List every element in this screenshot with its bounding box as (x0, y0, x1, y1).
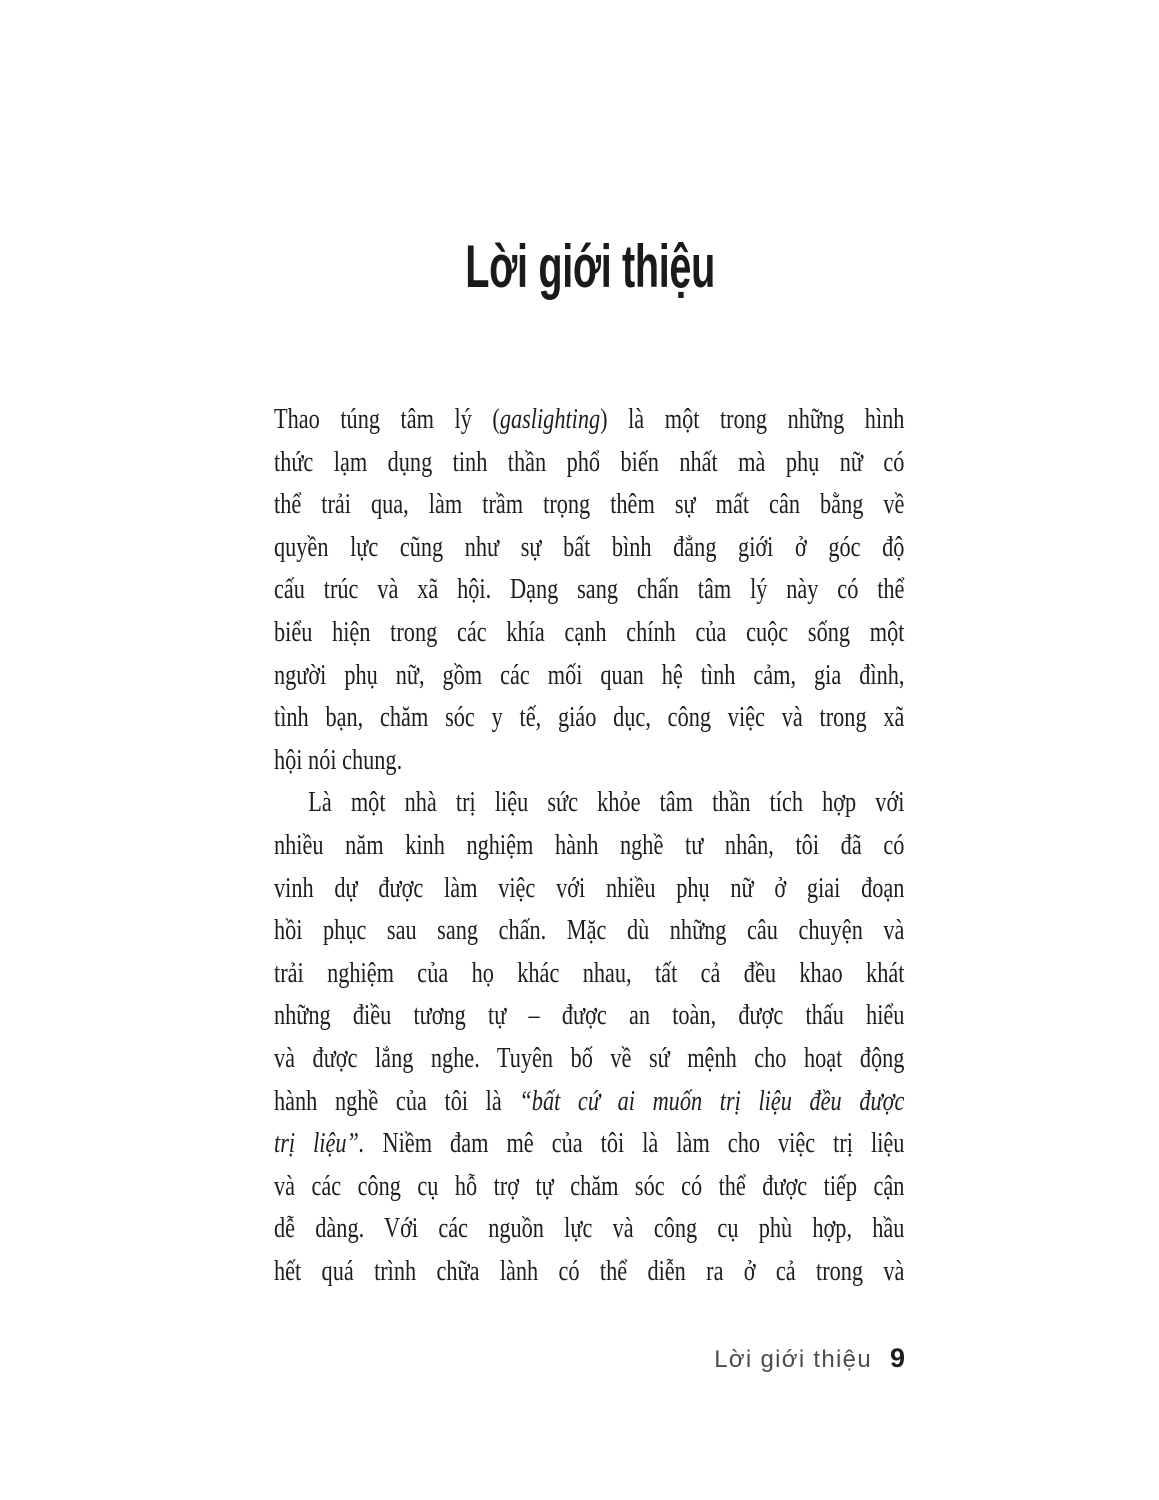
text-line: hồi phục sau sang chấn. Mặc dù những câu chuyện và (274, 915, 905, 947)
text-line: hội nói chung. (274, 744, 403, 776)
text-line: thể trải qua, làm trầm trọng thêm sự mất cân bằng về (274, 489, 905, 521)
text-line: Là một nhà trị liệu sức khỏe tâm thần tích hợp với (308, 787, 905, 819)
text-line: thức lạm dụng tinh thần phổ biến nhất mà phụ nữ có (274, 446, 905, 478)
chapter-title (275, 233, 905, 314)
text-line: tình bạn, chăm sóc y tế, giáo dục, công việc và trong xã (274, 702, 905, 734)
text-line: và được lắng nghe. Tuyên bố về sứ mệnh cho hoạt động (274, 1042, 905, 1074)
text-line: quyền lực cũng như sự bất bình đẳng giới ở góc độ (274, 531, 905, 563)
footer-page-number: 9 (889, 1343, 905, 1373)
text-line: hành nghề của tôi là “bất cứ ai muốn trị liệu đều được (274, 1085, 905, 1117)
text-line: và các công cụ hỗ trợ tự chăm sóc có thể được tiếp cận (274, 1170, 905, 1202)
page-footer (275, 1342, 905, 1379)
text-line: vinh dự được làm việc với nhiều phụ nữ ở giai đoạn (274, 872, 905, 904)
text-line: trị liệu”. Niềm đam mê của tôi là làm cho việc trị liệu (274, 1128, 905, 1160)
text-line: trải nghiệm của họ khác nhau, tất cả đều khao khát (274, 957, 905, 989)
text-line: hết quá trình chữa lành có thể diễn ra ở cả trong và (274, 1255, 905, 1287)
body-text (274, 399, 904, 1293)
paragraph (274, 782, 904, 1293)
text-line: Thao túng tâm lý (gaslighting) là một trong những hình (274, 404, 905, 435)
text-line: những điều tương tự – được an toàn, được thấu hiểu (274, 1000, 905, 1032)
text-line: nhiều năm kinh nghiệm hành nghề tư nhân, tôi đã có (274, 829, 905, 861)
footer-chapter-label: Lời giới thiệu (714, 1346, 872, 1373)
text-line: người phụ nữ, gồm các mối quan hệ tình cảm, gia đình, (274, 659, 905, 691)
chapter-title-text: Lời giới thiệu (465, 233, 715, 300)
text-line: biểu hiện trong các khía cạnh chính của cuộc sống một (274, 616, 905, 648)
text-line: cấu trúc và xã hội. Dạng sang chấn tâm lý này có thể (274, 574, 905, 606)
paragraph (274, 399, 904, 782)
text-line: dễ dàng. Với các nguồn lực và công cụ phù hợp, hầu (274, 1213, 905, 1245)
